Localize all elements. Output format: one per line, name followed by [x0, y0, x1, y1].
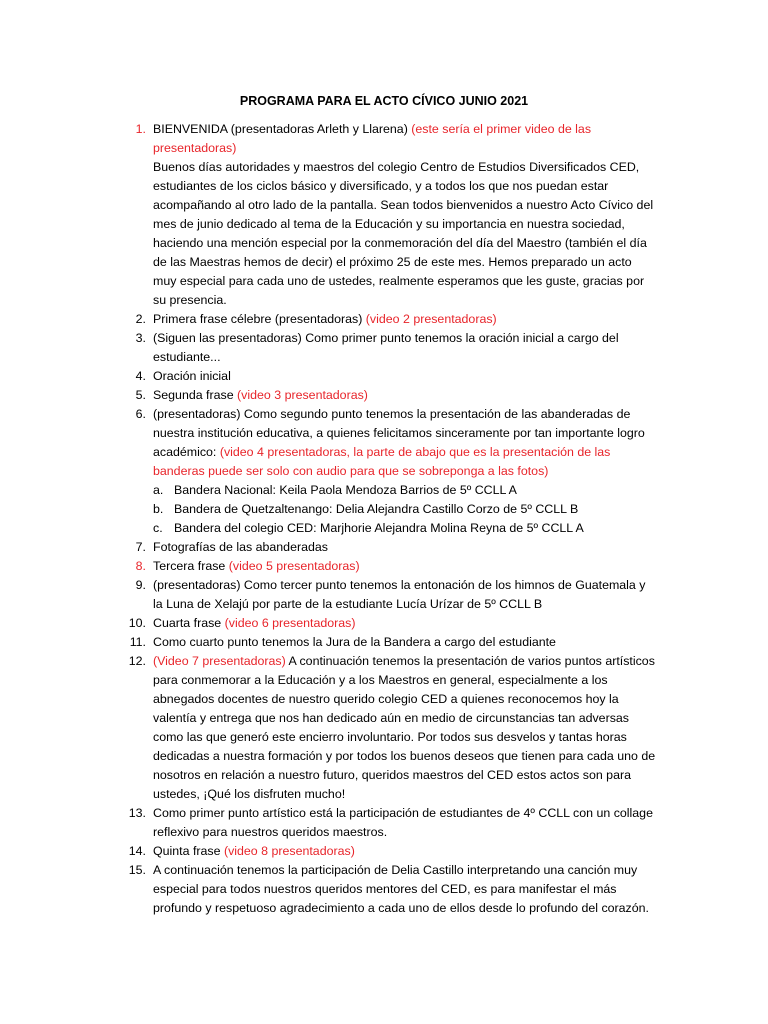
item-text: A continuación tenemos la participación de Delia Castillo interpretando una canción muy especial para todos nuestros queridos mentores del CED, es para manifestar el más profundo y respetuoso agradecimiento a cada uno de ellos desde lo profundo del corazón.	[153, 863, 649, 915]
item-number: 4.	[135, 369, 146, 383]
item-number: 11.	[129, 635, 146, 649]
item-number: 6.	[135, 407, 146, 421]
sub-letter: a.	[153, 483, 164, 497]
program-item-3	[118, 329, 658, 367]
item-text: Segunda frase	[153, 388, 238, 402]
program-item-4	[118, 367, 658, 386]
program-item-5	[118, 386, 658, 405]
item-text: A continuación tenemos la presentación de varios puntos artísticos para conmemorar a la Educación y a los Maestros en general, especialmente a los abnegados docentes de nuestro querido colegio CED a quienes reconocemos hoy la valentía y entrega que nos han dedicado aún en medio de circunstancias tan adversas como las que generó este encierro involuntario. Por todos sus desvelos y tantas horas dedicadas a nuestra formación y por todos los buenos deseos que tienen para cada uno de nosotros en relación a nuestro futuro, queridos maestros del CED estos actos son para ustedes, ¡Qué los disfruten mucho!	[153, 654, 656, 801]
item-number: 9.	[135, 578, 146, 592]
flag-bearers-list	[153, 481, 658, 538]
item-text: Primera frase célebre (presentadoras)	[153, 312, 366, 326]
item-text: (presentadoras) Como tercer punto tenemos la entonación de los himnos de Guatemala y la Luna de Xelajú por parte de la estudiante Lucía Urízar de 5º CCLL B	[153, 578, 646, 611]
item-note: (video 5 presentadoras)	[228, 559, 360, 573]
program-item-7	[118, 538, 658, 557]
item-number: 3.	[135, 331, 146, 345]
sub-item	[153, 481, 658, 500]
sub-item	[153, 519, 658, 538]
program-item-2	[118, 310, 658, 329]
item-text: Fotografías de las abanderadas	[153, 540, 328, 554]
program-item-9	[118, 576, 658, 614]
program-item-6	[118, 405, 658, 538]
item-text: Como cuarto punto tenemos la Jura de la Bandera a cargo del estudiante	[153, 635, 556, 649]
sub-text: Bandera Nacional: Keila Paola Mendoza Barrios de 5º CCLL A	[174, 483, 517, 497]
item-note: (video 4 presentadoras, la parte de abajo que es la presentación de las banderas puede ser solo con audio para que se sobreponga a las fotos)	[153, 445, 611, 478]
sub-text: Bandera de Quetzaltenango: Delia Alejandra Castillo Corzo de 5º CCLL B	[174, 502, 579, 516]
item-number: 15.	[128, 863, 146, 877]
item-note: (video 6 presentadoras)	[224, 616, 356, 630]
item-number: 14.	[128, 844, 146, 858]
item-number: 10.	[128, 616, 146, 630]
item-number: 12.	[128, 654, 146, 668]
item-note: (video 3 presentadoras)	[237, 388, 368, 402]
item-text: Oración inicial	[153, 369, 231, 383]
program-item-12	[118, 652, 658, 804]
program-item-14	[118, 842, 658, 861]
program-item-11	[118, 633, 658, 652]
item-number: 13.	[128, 806, 146, 820]
item-body: Buenos días autoridades y maestros del colegio Centro de Estudios Diversificados CED, estudiantes de los ciclos básico y diversificado, y a todos los que nos puedan estar acompañando al otro lado de la pantalla. Sean todos bienvenidos a nuestro Acto Cívico del mes de junio dedicado al tema de la Educación y su importancia en nuestra sociedad, haciendo una mención especial por la conmemoración del día del Maestro (también el día de las Maestras hemos de decir) el próximo 25 de este mes. Hemos preparado un acto muy especial para cada uno de ustedes, realmente esperamos que les guste, gracias por su presencia.	[153, 160, 654, 307]
item-text: Cuarta frase	[153, 616, 225, 630]
item-text: BIENVENIDA (presentadoras Arleth y Llarena)	[153, 122, 412, 136]
item-note: (video 2 presentadoras)	[365, 312, 497, 326]
sub-item	[153, 500, 658, 519]
program-item-15	[118, 861, 658, 918]
item-note: (Video 7 presentadoras)	[153, 654, 289, 668]
item-number: 2.	[135, 312, 146, 326]
item-note: (video 8 presentadoras)	[223, 844, 355, 858]
item-text: (presentadoras) Como segundo punto tenemos la presentación de las abanderadas de nuestra institución educativa, a quienes felicitamos sinceramente por tan importante logro académico:	[153, 407, 645, 459]
sub-letter: b.	[153, 502, 164, 516]
item-text: Como primer punto artístico está la participación de estudiantes de 4º CCLL con un collage reflexivo para nuestros queridos maestros.	[153, 806, 653, 839]
item-number: 8.	[135, 559, 146, 573]
item-text: (Siguen las presentadoras) Como primer punto tenemos la oración inicial a cargo del estudiante...	[153, 331, 619, 364]
program-item-13	[118, 804, 658, 842]
program-item-8	[118, 557, 658, 576]
program-list	[118, 120, 658, 918]
item-number: 7.	[135, 540, 146, 554]
sub-text: Bandera del colegio CED: Marjhorie Alejandra Molina Reyna de 5º CCLL A	[174, 521, 584, 535]
page-title: PROGRAMA PARA EL ACTO CÍVICO JUNIO 2021	[239, 94, 529, 108]
program-item-10	[118, 614, 658, 633]
item-number: 1.	[135, 122, 146, 136]
item-note: (este sería el primer video de las presentadoras)	[153, 122, 592, 155]
item-text: Tercera frase	[153, 559, 229, 573]
sub-letter: c.	[153, 521, 163, 535]
program-item-1	[118, 120, 658, 310]
item-number: 5.	[135, 388, 146, 402]
item-text: Quinta frase	[153, 844, 224, 858]
